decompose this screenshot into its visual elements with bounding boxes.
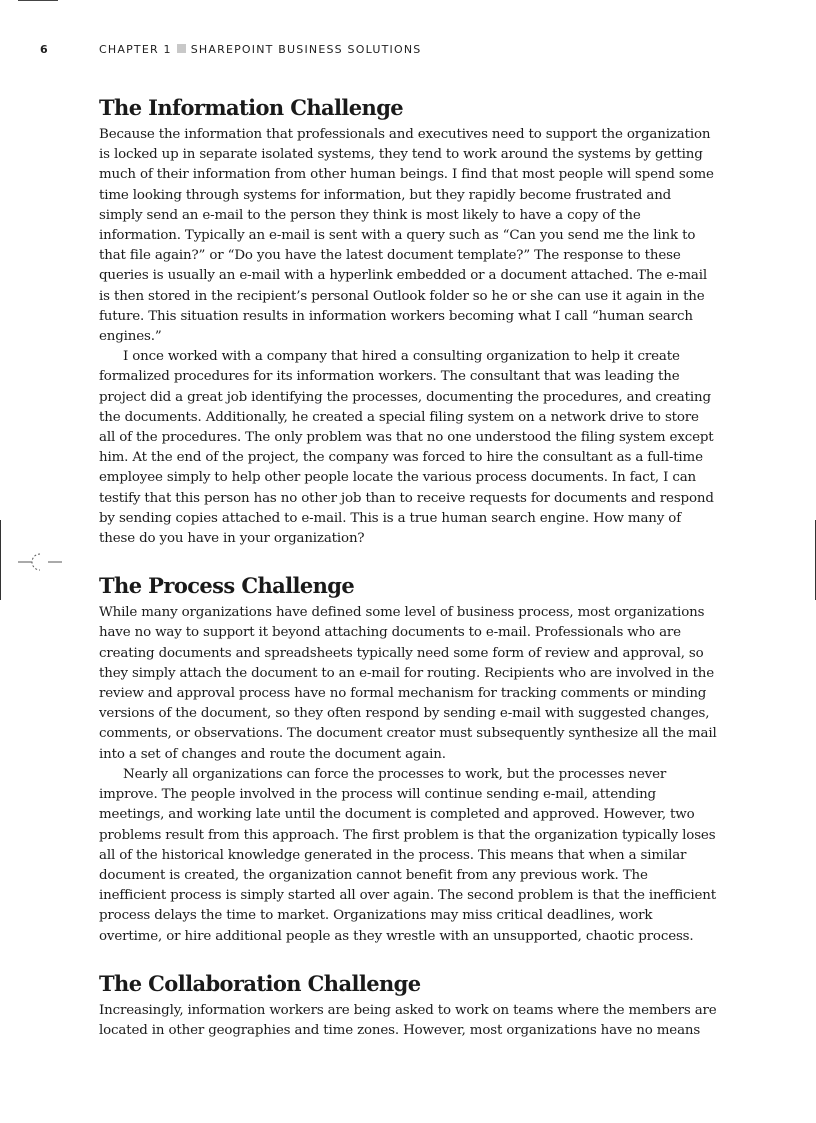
crop-mark-top bbox=[18, 0, 58, 1]
section-information-challenge bbox=[99, 95, 717, 549]
section-heading: The Collaboration Challenge bbox=[99, 970, 421, 996]
paragraph: While many organizations have defined some level of business process, most organizations have no way to support it beyond attaching documents to e-mail. Professionals who are creating documents and spreadsheets typically need some form of review and approval, so they simply attach the document to an e-mail for routing. Recipients who are involved in the review and approval process have no formal mechanism for tracking comments or minding versions of the document, so they often respond by sending e-mail with suggested changes, comments, or observations. The document creator must subsequently synthesize all the mail into a set of changes and route the document again. bbox=[99, 605, 717, 762]
paragraph: Nearly all organizations can force the processes to work, but the processes never improve. The people involved in the process will continue sending e-mail, attending meetings, and working late until the document is completed and approved. However, two problems result from this approach. The first problem is that the organization typically loses all of the historical knowledge generated in the process. This means that when a similar document is created, the organization cannot benefit from any previous work. The inefficient process is simply started all over again. The second problem is that the inefficient process delays the time to market. Organizations may miss critical deadlines, work overtime, or hire additional people as they wrestle with an unsupported, chaotic process. bbox=[99, 766, 717, 944]
paragraph: Because the information that professionals and executives need to support the organization is locked up in separate isolated systems, they tend to work around the systems by getting much of their information from other human beings. I find that most people will spend some time looking through systems for information, but they rapidly become frustrated and simply send an e-mail to the person they think is most likely to have a copy of the information. Typically an e-mail is sent with a query such as “Can you send me the link to that file again?” or “Do you have the latest document template?” The response to these queries is usually an e-mail with a hyperlink embedded or a document attached. The e-mail is then stored in the recipient’s personal Outlook folder so he or she can use it again in the future. This situation results in information workers becoming what I call “human search engines.” bbox=[99, 127, 714, 345]
section-heading: The Process Challenge bbox=[99, 573, 355, 599]
chapter-label bbox=[99, 43, 421, 56]
chapter-title: SHAREPOINT BUSINESS SOLUTIONS bbox=[190, 43, 422, 56]
registration-mark-icon bbox=[18, 550, 62, 574]
page-body bbox=[99, 95, 717, 1065]
margin-rule-left bbox=[0, 520, 1, 600]
chapter-number: CHAPTER 1 bbox=[99, 43, 172, 56]
paragraph: Increasingly, information workers are being asked to work on teams where the members are located in other geographies and time zones. However, most organizations have no means bbox=[99, 1002, 717, 1038]
running-head bbox=[0, 43, 816, 59]
section-heading: The Information Challenge bbox=[99, 95, 404, 120]
page-number: 6 bbox=[40, 43, 49, 56]
square-separator-icon bbox=[177, 44, 186, 53]
section-process-challenge bbox=[99, 573, 717, 946]
paragraph: I once worked with a company that hired a consulting organization to help it create formalized procedures for its information workers. The consultant that was leading the project did a great job identifying the processes, documenting the procedures, and creating the documents. Additionally, he created a special filing system on a network drive to store all of the procedures. The only problem was that no one understood the filing system except him. At the end of the project, the company was forced to hire the consultant as a full-time employee simply to help other people locate the various process documents. In fact, I can testify that this person has no other job than to receive requests for documents and respond by sending copies attached to e-mail. This is a true human search engine. How many of these do you have in your organization? bbox=[99, 349, 714, 547]
section-collaboration-challenge bbox=[99, 971, 717, 1041]
